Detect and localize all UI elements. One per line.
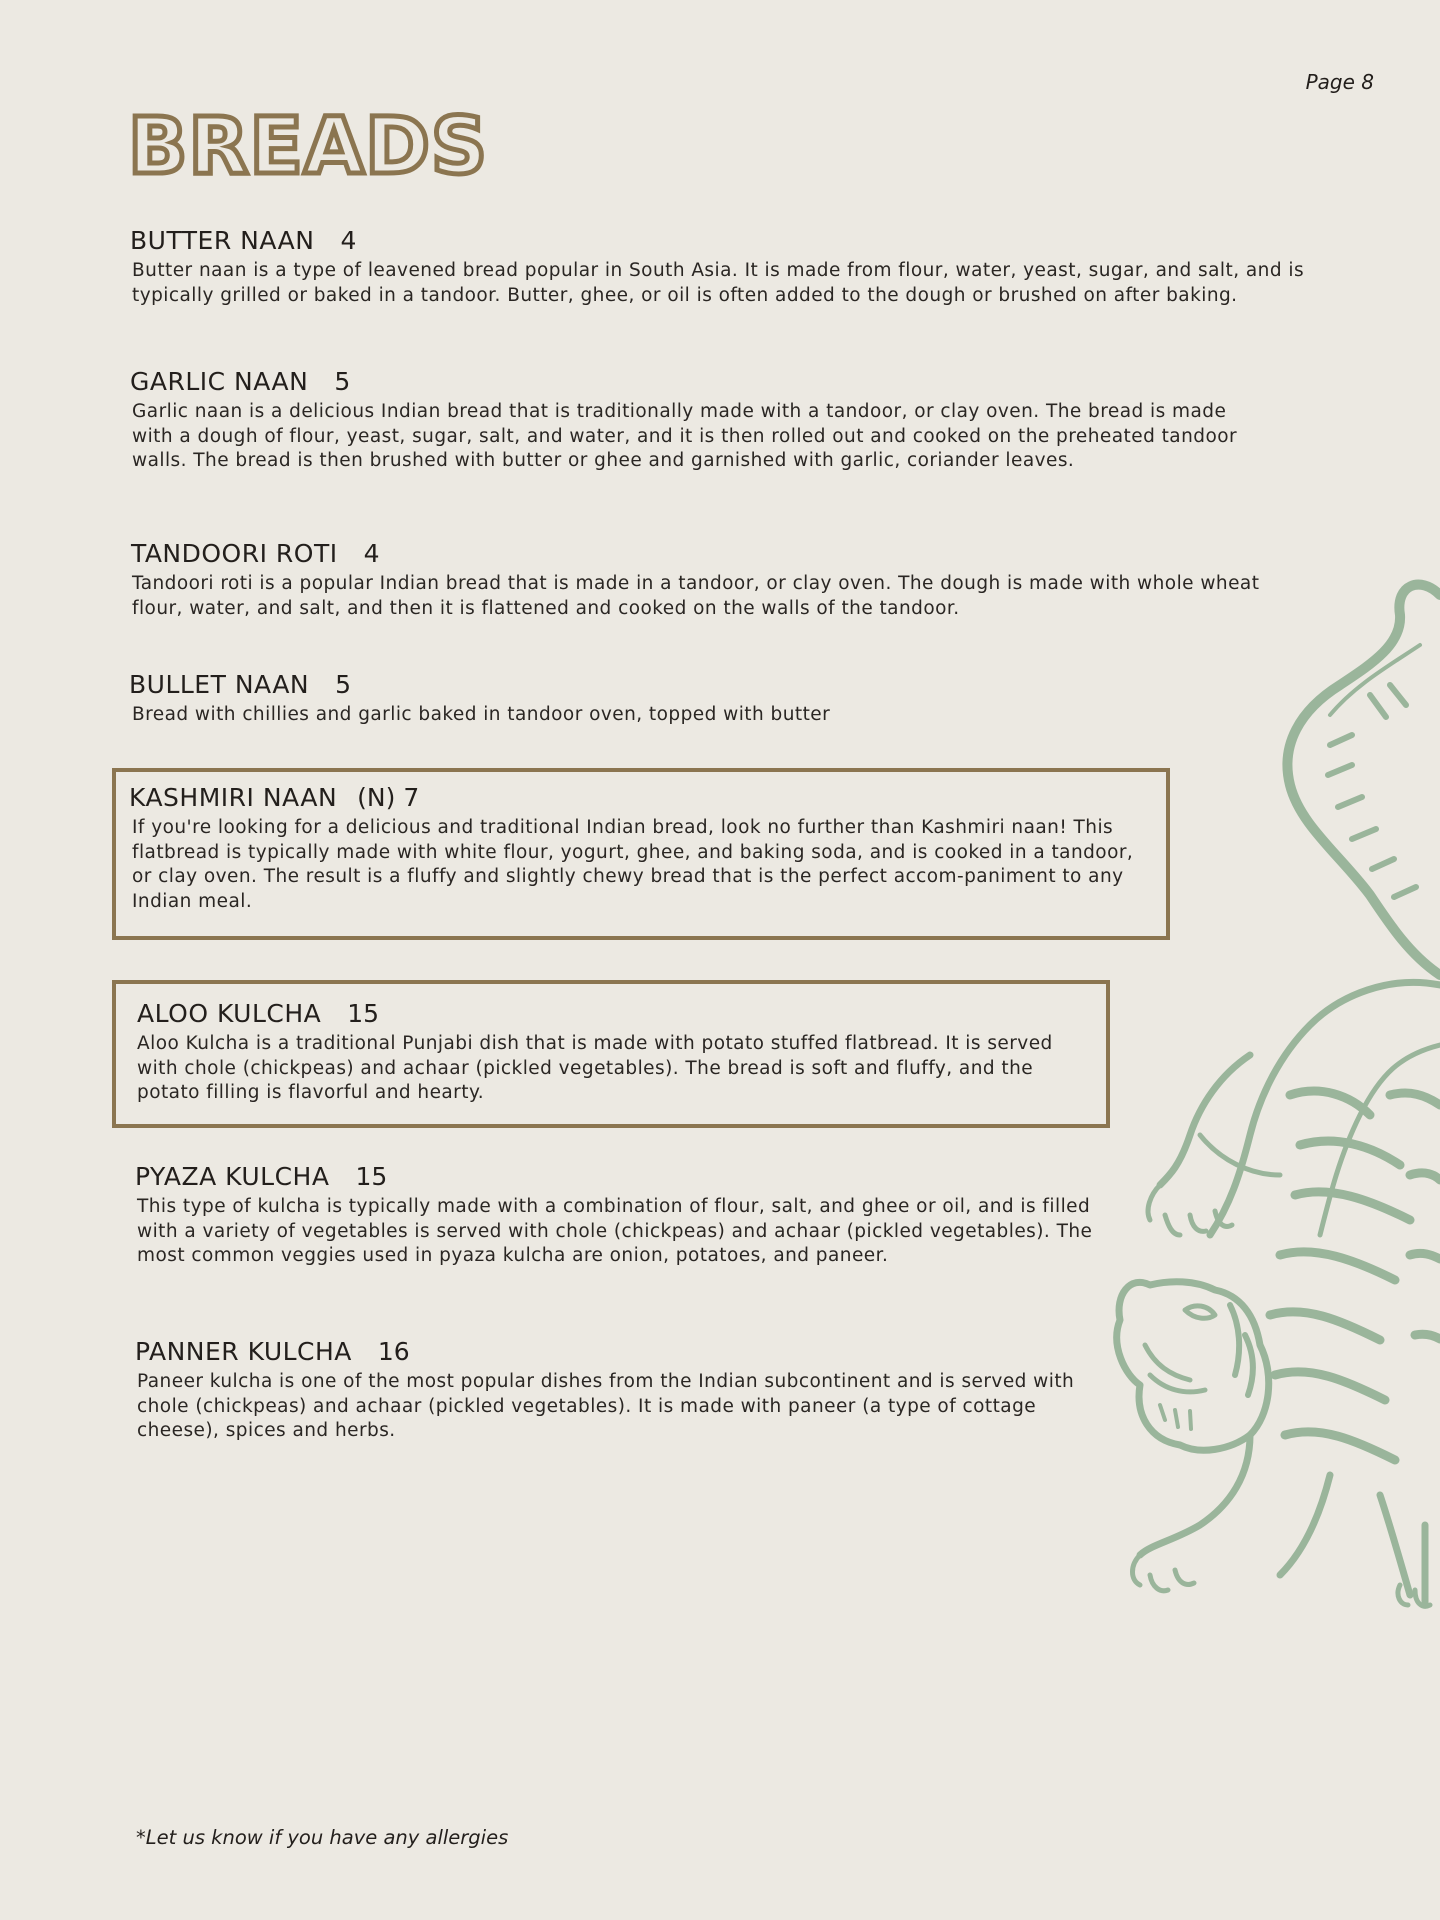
item-price: 15 <box>355 1162 388 1191</box>
item-description: If you're looking for a delicious and traditional Indian bread, look no further than Kashmiri naan! This flatbread is typically made with white flour, yogurt, ghee, and baking soda, and is cooked in a tandoor, or clay oven. The result is a fluffy and slightly chewy bread that is the perfect accom-paniment to any Indian meal. <box>132 817 1134 912</box>
menu-item-garlic-naan <box>130 367 1240 474</box>
menu-item-butter-naan <box>130 226 1310 308</box>
menu-item-pyaza-kulcha <box>135 1162 1095 1269</box>
item-name: PANNER KULCHA <box>135 1337 352 1366</box>
item-name: BUTTER NAAN <box>130 226 315 255</box>
item-price: 5 <box>334 367 351 396</box>
item-name: ALOO KULCHA <box>137 999 322 1028</box>
item-description: This type of kulcha is typically made with a combination of flour, salt, and ghee or oil, and is filled with a variety of vegetables is served with chole (chickpeas) and achaar (pickled vegetables). The most common veggies used in pyaza kulcha are onion, potatoes, and paneer. <box>137 1196 1093 1266</box>
page-number: Page 8 <box>1305 70 1374 94</box>
item-description: Aloo Kulcha is a traditional Punjabi dish that is made with potato stuffed flatbread. It is served with chole (chickpeas) and achaar (pickled vegetables). The bread is soft and fluffy, and the potato filling is flavorful and hearty. <box>137 1033 1053 1103</box>
item-name: BULLET NAAN <box>129 670 310 699</box>
item-price: 5 <box>335 670 352 699</box>
item-price: (N) 7 <box>357 783 420 812</box>
item-price: 4 <box>340 226 357 255</box>
item-price: 4 <box>363 539 380 568</box>
item-description: Butter naan is a type of leavened bread popular in South Asia. It is made from flour, water, yeast, sugar, and salt, and is typically grilled or baked in a tandoor. Butter, ghee, or oil is often added to the dough or brushed on after baking. <box>132 260 1305 306</box>
item-description: Tandoori roti is a popular Indian bread that is made in a tandoor, or clay oven. The dough is made with whole wheat flour, water, and salt, and then it is flattened and cooked on the walls of the tandoor. <box>132 573 1260 619</box>
item-description: Paneer kulcha is one of the most popular dishes from the Indian subcontinent and is served with chole (chickpeas) and achaar (pickled vegetables). It is made with paneer (a type of cottage cheese), spices and herbs. <box>137 1371 1075 1441</box>
item-price: 16 <box>377 1337 410 1366</box>
item-name: TANDOORI ROTI <box>131 539 338 568</box>
item-name: KASHMIRI NAAN <box>129 783 338 812</box>
item-name: PYAZA KULCHA <box>135 1162 330 1191</box>
section-title: BREADS <box>128 102 489 192</box>
menu-item-aloo-kulcha <box>137 999 1087 1106</box>
item-description: Bread with chillies and garlic baked in tandoor oven, topped with butter <box>132 704 831 725</box>
tiger-illustration-icon <box>1090 575 1440 1615</box>
menu-item-kashmiri-naan <box>129 783 1149 914</box>
item-price: 15 <box>347 999 380 1028</box>
allergy-note: *Let us know if you have any allergies <box>136 1826 509 1849</box>
item-name: GARLIC NAAN <box>130 367 309 396</box>
menu-item-bullet-naan <box>129 670 1129 728</box>
item-description: Garlic naan is a delicious Indian bread that is traditionally made with a tandoor, or clay oven. The bread is made with a dough of flour, yeast, sugar, salt, and water, and it is then rolled out and cooked on the preheated tandoor walls. The bread is then brushed with butter or ghee and garnished with garlic, coriander leaves. <box>132 401 1238 471</box>
menu-item-panner-kulcha <box>135 1337 1075 1444</box>
